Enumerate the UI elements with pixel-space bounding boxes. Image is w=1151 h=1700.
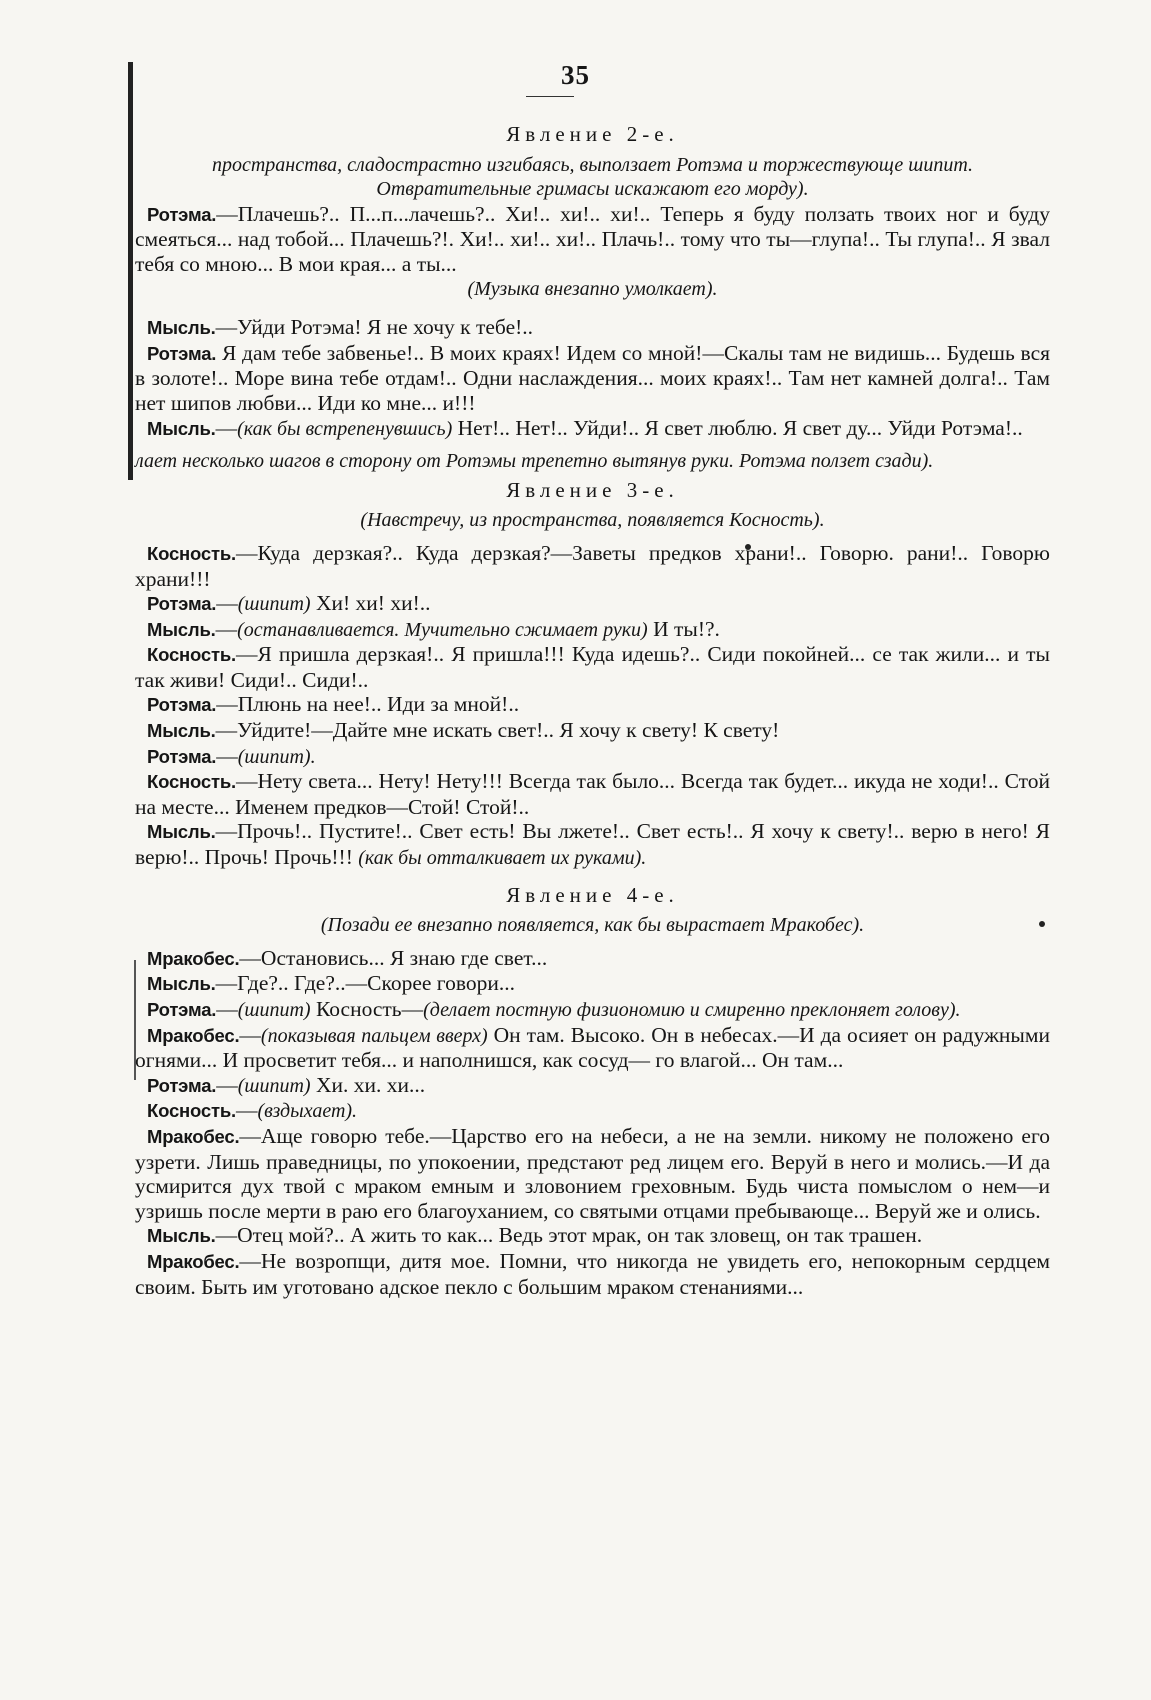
speech-text: —Плюнь на нее!.. Иди за мной!.. xyxy=(216,692,520,717)
speech-text: — xyxy=(239,1022,261,1047)
dialogue-line xyxy=(135,315,1050,341)
speaker-name: Мысль. xyxy=(147,618,216,640)
scene-heading: Явление 4-е. xyxy=(506,882,679,907)
speech-text: —Где?.. Где?..—Скорее говори... xyxy=(215,971,515,996)
speaker-name: Ротэма. xyxy=(147,593,217,615)
speaker-name: Мысль. xyxy=(147,720,216,742)
page-number-underline xyxy=(526,96,574,97)
speaker-name: Косность. xyxy=(147,771,236,793)
inline-direction: (как бы отталкивает их руками). xyxy=(358,847,647,870)
speaker-name: Мысль. xyxy=(147,1225,216,1247)
speaker-name: Мысль. xyxy=(147,821,216,843)
speaker-name: Мысль. xyxy=(147,317,216,339)
speaker-name: Косность. xyxy=(147,1100,236,1122)
inline-direction: (останавливается. Мучительно сжимает руки) xyxy=(237,618,648,641)
spacer xyxy=(135,441,1050,449)
inline-direction: (шипит). xyxy=(237,745,316,768)
speech-text: Он там. Высоко. Он в небесах.—И да осияет он радужными огнями... И просветит тебя... и наполнишся, как сосуд— го влагой... Он там... xyxy=(135,1022,1050,1073)
inline-direction: (шипит) xyxy=(237,593,311,616)
speaker-name: Косность. xyxy=(147,644,236,666)
dialogue-line xyxy=(135,718,1050,744)
dialogue-line xyxy=(135,591,1050,617)
speaker-name: Ротэма. xyxy=(147,1074,217,1096)
dialogue-line xyxy=(135,744,1050,770)
spacer xyxy=(135,871,1050,879)
speech-text: —Отец мой?.. А жить то как... Ведь этот мрак, он так зловещ, он так трашен. xyxy=(215,1223,923,1248)
speaker-name: Мракобес. xyxy=(147,1250,240,1272)
inline-direction: (шипит) xyxy=(237,999,311,1021)
dialogue-line xyxy=(135,1023,1050,1073)
page-number: 35 xyxy=(561,60,590,90)
inline-direction: (как бы встрепенувшись) xyxy=(237,417,453,440)
speech-text: —Плачешь?.. П...п...лачешь?.. Хи!.. хи!.. хи!.. Теперь я буду ползать твоих ног и буду смеяться... над тобой... Плачешь?!. Хи!.. хи!.. хи!.. Плачь!.. тому что ты—глупа!.. Ты глупа!.. Я звал тебя со мною... В мои края... а ты... xyxy=(135,201,1050,276)
speech-text: — xyxy=(235,1098,258,1123)
dialogue-line xyxy=(135,946,1050,972)
speaker-name: Ротэма. xyxy=(147,745,217,767)
inline-direction: (показывая пальцем вверх) xyxy=(260,1024,488,1047)
speech-text: — xyxy=(215,415,238,440)
speech-text: — xyxy=(216,997,238,1021)
stage-direction: (Музыка внезапно умолкает). xyxy=(467,277,718,300)
speech-text: —Остановись... Я знаю где свет... xyxy=(239,945,548,970)
margin-binding-line xyxy=(128,62,133,480)
speech-text: Нет!.. Нет!.. Уйди!.. Я свет люблю. Я свет ду... Уйди Ротэма!.. xyxy=(452,415,1023,440)
speaker-name: Ротэма. xyxy=(147,694,217,716)
speaker-name: Косность. xyxy=(147,542,236,564)
stage-direction: пространства, сладострастно изгибаясь, выползает Ротэма и торжествующе шипит. Отвратительные гримасы искажают его морду). xyxy=(211,153,973,201)
speaker-name: Мракобес. xyxy=(147,1125,240,1147)
dialogue-line xyxy=(135,416,1050,442)
speaker-name: Ротэма. xyxy=(147,999,217,1020)
speech-text: — xyxy=(215,616,238,641)
speech-text: Хи! хи! хи!.. xyxy=(310,591,431,616)
dialogue-line xyxy=(135,1124,1050,1223)
dialogue-line xyxy=(135,617,1050,643)
dialogue-line xyxy=(135,1223,1050,1249)
speech-text: —Куда дерзкая?.. Куда дерзкая?—Заветы предков храни!.. Говорю. рани!.. Говорю храни!!! xyxy=(135,540,1050,591)
speech-text: Я дам тебе забвенье!.. В моих краях! Идем со мной!—Скалы там не видишь... Будешь вся в золоте!.. Море вина тебе отдам!.. Одни наслаждения... моих краях!.. Там нет камней долга!.. Там нет шипов любви... Иди ко мне... и!!! xyxy=(135,340,1050,415)
inline-direction: (шипит) xyxy=(237,1074,311,1097)
speaker-name: Ротэма. xyxy=(147,342,217,364)
spacer xyxy=(135,533,1050,541)
speaker-name: Мысль. xyxy=(147,417,216,439)
speech-text: —Прочь!.. Пустите!.. Свет есть! Вы лжете!.. Свет есть!.. Я хочу к свету!.. верю в него! Я верю!.. Прочь! Прочь!!! xyxy=(135,819,1050,870)
spacer xyxy=(135,938,1050,946)
dialogue-line xyxy=(135,1098,1050,1124)
dialogue-line xyxy=(135,997,1050,1023)
dialogue-line xyxy=(135,819,1050,870)
stage-direction: (Позади ее внезапно появляется, как бы вырастает Мракобес). xyxy=(320,914,865,937)
dialogue-line xyxy=(135,692,1050,718)
speech-text: Косность— xyxy=(310,997,424,1021)
scene-heading: Явление 3-е. xyxy=(506,477,679,502)
inline-direction: (делает постную физиономию и смиренно преклоняет голову). xyxy=(423,999,961,1021)
speaker-name: Мракобес. xyxy=(147,1024,240,1046)
spacer xyxy=(135,301,1050,315)
stage-direction: лает несколько шагов в сторону от Ротэмы трепетно вытянув руки. Ротэма ползет сзади). xyxy=(135,450,934,473)
dialogue-line xyxy=(135,1249,1050,1299)
speech-text: — xyxy=(216,591,238,616)
dialogue-line xyxy=(135,971,1050,997)
speech-text: Хи. хи. хи... xyxy=(310,1072,426,1097)
dialogue-line xyxy=(135,202,1050,277)
speech-text: — xyxy=(216,1072,238,1097)
speaker-name: Ротэма. xyxy=(147,203,217,225)
speech-text: — xyxy=(216,743,238,768)
speaker-name: Мысль. xyxy=(147,973,216,995)
inline-direction: (вздыхает). xyxy=(257,1100,358,1123)
speaker-name: Мракобес. xyxy=(147,947,240,969)
speech-text: И ты!?. xyxy=(647,616,720,641)
scene-heading: Явление 2-е. xyxy=(506,122,679,146)
play-text xyxy=(135,118,1050,1299)
speech-text: —Я пришла дерзкая!.. Я пришла!!! Куда идешь?.. Сиди покойней... се так жили... и ты так живи! Сиди!.. Сиди!.. xyxy=(135,642,1050,692)
speech-text: —Не возропщи, дитя мое. Помни, что никогда не увидеть его, непокорным сердцем своим. Быть им уготовано адское пекло с большим мраком стенаниями... xyxy=(135,1248,1050,1299)
stage-direction: (Навстречу, из пространства, появляется Косность). xyxy=(360,509,825,532)
dialogue-line xyxy=(135,341,1050,416)
dialogue-line xyxy=(135,541,1050,591)
dialogue-line xyxy=(135,769,1050,819)
speech-text: —Аще говорю тебе.—Царство его на небеси, а не на земли. никому не положено его узрети. Лишь праведницы, по упокоении, предстают ред лицем его. Веруй в него и молись.—И да усмирится дух твой с мраком емным и зловонием греховным. Будь чиста помыслом о нем—и узришь после мерти в раю его благоуханием, со святыми отцами пребывающе... Веруй же и олись. xyxy=(135,1123,1050,1223)
dialogue-line xyxy=(135,1073,1050,1099)
speech-text: —Нету света... Нету! Нету!!! Всегда так было... Всегда так будет... икуда не ходи!.. Стой на месте... Именем предков—Стой! Стой!.. xyxy=(135,769,1050,819)
speech-text: —Уйдите!—Дайте мне искать свет!.. Я хочу к свету! К свету! xyxy=(215,718,780,743)
speech-text: —Уйди Ротэма! Я не хочу к тебе!.. xyxy=(215,315,534,340)
dialogue-line xyxy=(135,642,1050,692)
